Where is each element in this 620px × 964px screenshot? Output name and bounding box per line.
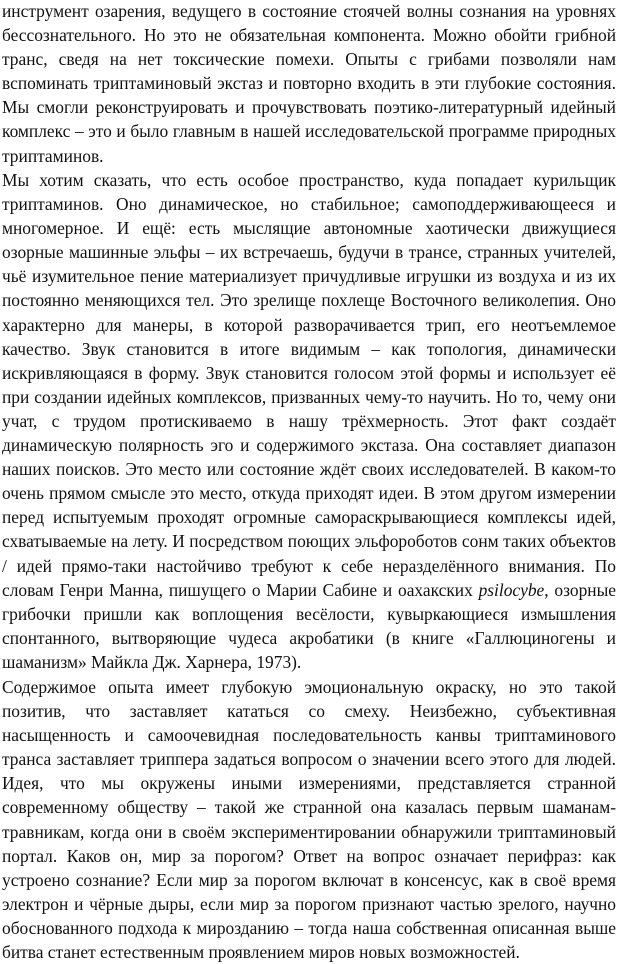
- paragraph-2-text-before-italic: Мы хотим сказать, что есть особое пространство, куда попадает курильщик триптаминов. Оно динамическое, но стабильное; самоподдерживающееся и многомерное. И ещё: есть мыслящие автономные хаотически движущиеся озорные машинные эльфы – их встречаешь, будучи в трансе, странных учителей, чьё изумительное пение материализует причудливые игрушки из воздуха и из их постоянно меняющихся тел. Это зрелище похлеще Восточного великолепия. Оно характерно для манеры, в которой разворачивается трип, его неотъемлемое качество. Звук становится в итоге видимым – как топология, динамически искривляющаяся в форму. Звук становится голосом этой формы и использует её при создании идейных комплексов, призванных чему-то научить. Но то, чему они учат, с трудом протискиваемо в нашу трёхмерность. Этот факт создаёт динамическую полярность эго и содержимого экстаза. Она составляет диапазон наших поисков. Это место или состояние ждёт своих исследователей. В каком-то очень прямом смысле это место, откуда приходят идеи. В этом другом измерении перед испытуемым проходят огромные саморaскрывающиеся комплексы идей, схватываемые на лету. И посредством поющих эльфороботов сонм таких объектов / идей прямо-таки настойчиво требуют к себе неразделённого внимания. По словам Генри Манна, пишущего о Марии Сабине и оахакских: [2, 170, 616, 600]
- paragraph-3: [2, 675, 616, 964]
- paragraph-1-text: инструмент озарения, ведущего в состояние стоячей волны сознания на уровнях бессознательного. Но это не обязательная компонента. Можно обойти грибной транс, сведя на нет токсические помехи. Опыты с грибами позволяли нам вспоминать триптаминовый экстаз и повторно входить в эти глубокие состояния. Мы смогли реконструировать и прочувствовать поэтико-литературный идейный комплекс – это и было главным в нашей исследовательской программе природных триптаминов.: [2, 1, 616, 166]
- paragraph-2: [2, 168, 616, 674]
- paragraph-1: [2, 0, 616, 168]
- paragraph-2-italic-term: psilocybe: [478, 579, 545, 600]
- paragraph-3-text: Содержимое опыта имеет глубокую эмоциональную окраску, но это такой позитив, что заставляет кататься со смеху. Неизбежно, субъективная насыщенность и самоочевидная последовательность канвы триптаминового транса заставляет триппера задаться вопросом о значении всего этого для людей. Идея, что мы окружены иными измерениями, представляется странной современному обществу – такой же странной она казалась первым шаманам-травникам, когда они в своём экспериментировании обнаружили триптаминовый портал. Каков он, мир за порогом? Ответ на вопрос означает перифраз: как устроено сознание? Если мир за порогом включат в консенсус, как в своё время электрон и чёрные дыры, если мир за порогом признают частью зрелого, научно обоснованного подхода к мирозданию – тогда наша собственная описанная выше битва станет естественным проявлением миров новых возможностей.: [2, 677, 616, 963]
- paragraph-2-text-after-italic: , озорные грибочки пришли как воплощения весёлости, кувыркающиеся измышления спонтанного, вытворяющие чудеса акробатики (в книге «Галлюциногены и шаманизм» Майкла Дж. Харнера, 1973).: [2, 579, 616, 672]
